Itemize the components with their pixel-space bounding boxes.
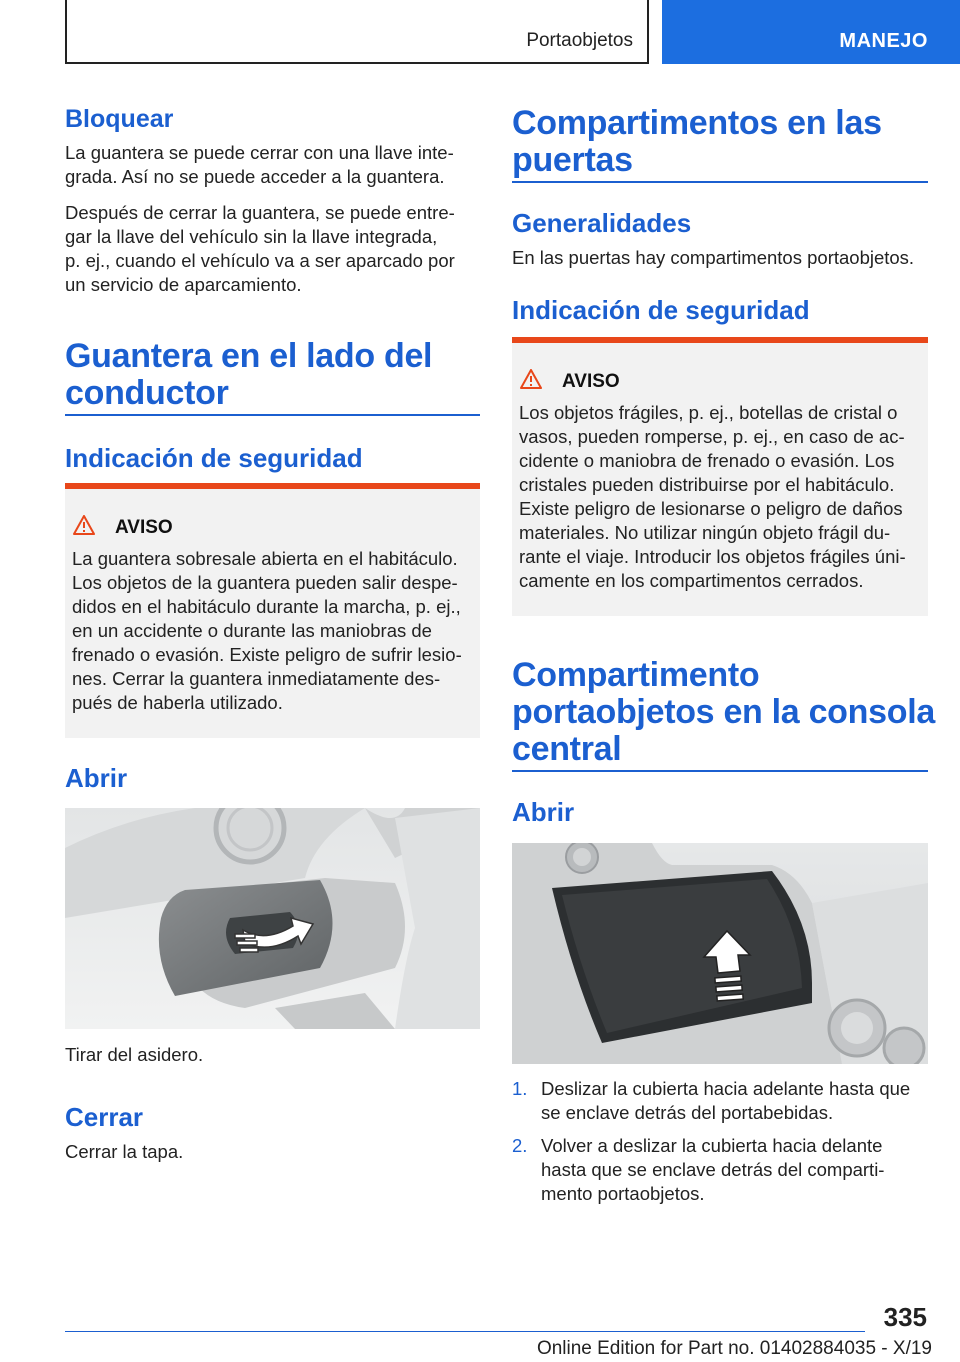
chapter-tab [662, 0, 960, 64]
list-number: 1. [512, 1078, 528, 1099]
warning-header [520, 369, 620, 395]
warning-text [519, 401, 906, 593]
heading-line: conductor [65, 374, 229, 412]
text-line: vasos, pueden romperse, p. ej., en caso de ac- [519, 426, 905, 447]
heading-rule [512, 770, 928, 772]
text-line: un servicio de aparcamiento. [65, 274, 302, 295]
image-caption-left: Tirar del asidero. [65, 1044, 204, 1065]
warning-header [73, 515, 173, 541]
console-illustration [512, 843, 928, 1064]
list-text [541, 1134, 884, 1206]
text-line: Después de cerrar la guantera, se puede entre- [65, 202, 455, 223]
text-line: gar la llave del vehículo sin la llave integrada, [65, 226, 438, 247]
puertas-heading [512, 105, 882, 179]
text-line: frenado o evasión. Existe peligro de sufrir lesio- [72, 644, 462, 665]
warning-label: AVISO [115, 517, 173, 538]
text-line: didos en el habitáculo durante la marcha, p. ej., [72, 596, 461, 617]
heading-line: puertas [512, 141, 633, 179]
abrir-heading-left: Abrir [65, 763, 128, 793]
chapter-title: MANEJO [839, 30, 928, 52]
warning-text [72, 547, 462, 715]
generalidades-heading: Generalidades [512, 208, 692, 238]
guantera-safety-heading: Indicación de seguridad [65, 443, 363, 473]
bloquear-heading: Bloquear [65, 105, 174, 133]
text-line: La guantera sobresale abierta en el habitáculo. [72, 548, 458, 569]
text-line: cidente o maniobra de frenado o evasión. Los [519, 450, 895, 471]
heading-line: Compartimento [512, 656, 760, 694]
warning-triangle-icon [520, 369, 562, 395]
text-line: p. ej., cuando el vehículo va a ser aparcado por [65, 250, 455, 271]
section-title: Portaobjetos [526, 30, 633, 51]
bloquear-paragraph-1 [65, 141, 485, 189]
header-section-tab [65, 0, 649, 64]
text-line: Deslizar la cubierta hacia adelante hasta que [541, 1078, 911, 1099]
text-line: Los objetos frágiles, p. ej., botellas de cristal o [519, 402, 898, 423]
text-line: Existe peligro de lesionarse o peligro de daños [519, 498, 903, 519]
list-item [512, 1134, 928, 1206]
warning-box-puertas [512, 337, 928, 616]
text-line: camente en los compartimentos cerrados. [519, 570, 864, 591]
text-line: pués de haberla utilizado. [72, 692, 283, 713]
text-line: mento portaobjetos. [541, 1183, 705, 1204]
list-number: 2. [512, 1135, 528, 1156]
warning-triangle-icon [73, 515, 115, 541]
cerrar-text: Cerrar la tapa. [65, 1141, 184, 1162]
heading-line: portaobjetos en la consola [512, 693, 935, 731]
text-line: cristales pueden distribuirse por el habitáculo. [519, 474, 895, 495]
heading-rule [512, 181, 928, 183]
text-line: se enclave detrás del portabebidas. [541, 1102, 834, 1123]
warning-label: AVISO [562, 371, 620, 392]
heading-line: Compartimentos en las [512, 104, 882, 142]
heading-rule [65, 414, 480, 416]
glovebox-illustration [65, 808, 480, 1029]
list-item [512, 1077, 928, 1125]
heading-line: Guantera en el lado del [65, 337, 433, 375]
page-number: 335 [883, 1302, 927, 1332]
footer-rule [65, 1331, 865, 1332]
warning-box-guantera [65, 483, 480, 738]
text-line: Los objetos de la guantera pueden salir despe- [72, 572, 458, 593]
text-line: Volver a deslizar la cubierta hacia delante [541, 1135, 883, 1156]
consola-heading [512, 657, 935, 768]
list-text [541, 1077, 910, 1125]
text-line: grada. Así no se puede acceder a la guantera. [65, 166, 445, 187]
heading-line: central [512, 730, 622, 768]
abrir-heading-right: Abrir [512, 797, 575, 827]
generalidades-text: En las puertas hay compartimentos portaobjetos. [512, 247, 915, 268]
footer-edition: Online Edition for Part no. 01402884035 - X/19 [536, 1338, 932, 1359]
steps-list [512, 1077, 928, 1206]
text-line: en un accidente o durante las maniobras de [72, 620, 432, 641]
text-line: rante el viaje. Introducir los objetos frágiles úni- [519, 546, 906, 567]
text-line: materiales. No utilizar ningún objeto frágil du- [519, 522, 891, 543]
cerrar-heading: Cerrar [65, 1102, 144, 1132]
guantera-heading [65, 338, 432, 412]
puertas-safety-heading: Indicación de seguridad [512, 295, 810, 325]
text-line: hasta que se enclave detrás del comparti- [541, 1159, 885, 1180]
text-line: La guantera se puede cerrar con una llave inte- [65, 142, 454, 163]
text-line: nes. Cerrar la guantera inmediatamente des- [72, 668, 441, 689]
bloquear-paragraph-2 [65, 201, 485, 297]
